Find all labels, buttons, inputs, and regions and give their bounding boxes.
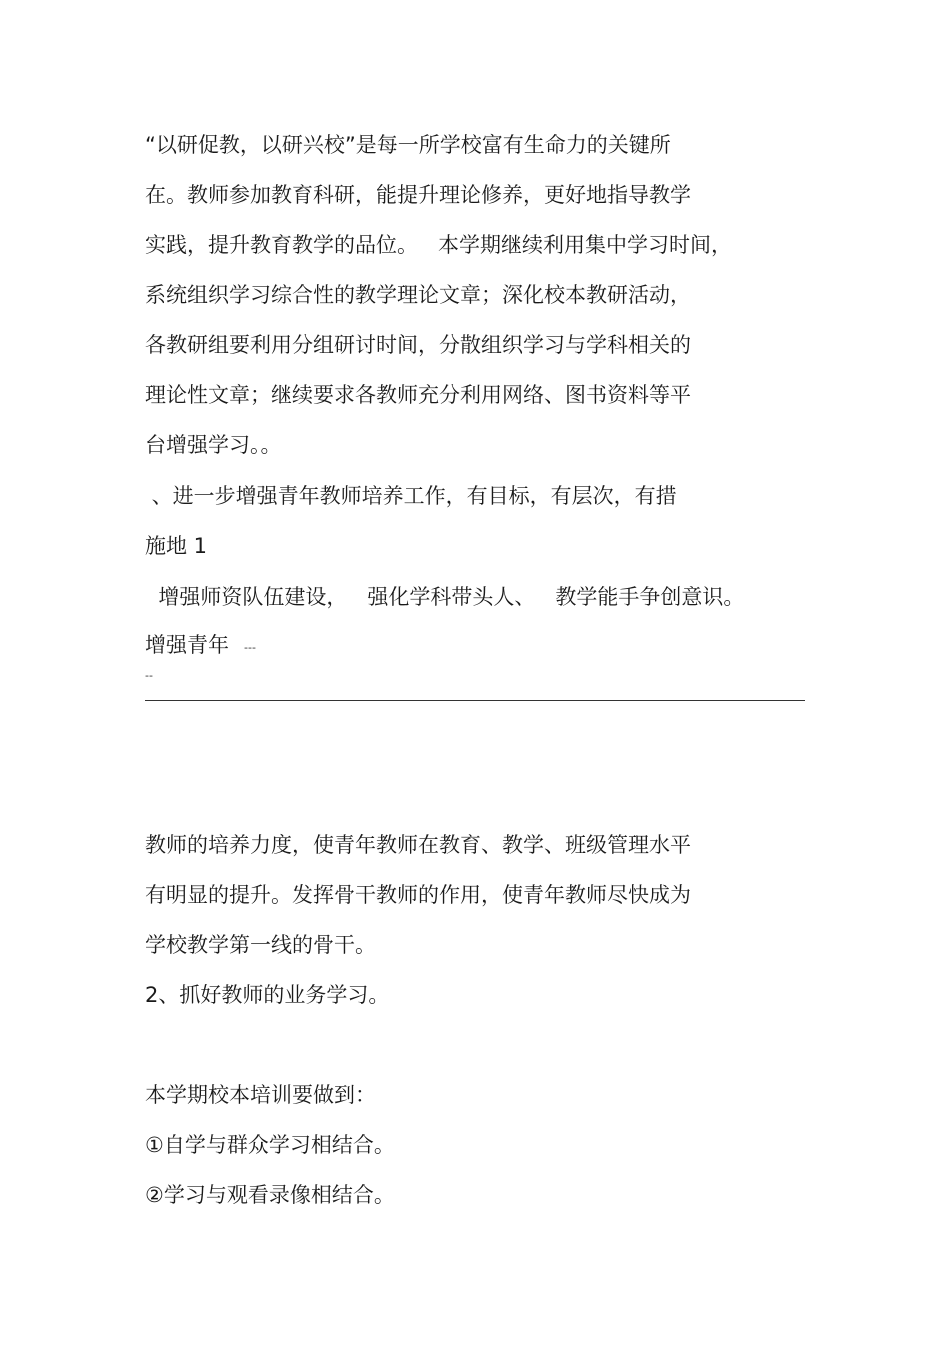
paragraph-line: 台增强学习。。 xyxy=(145,433,282,457)
paragraph-line: 各教研组要利用分组研讨时间，分散组织学习与学科相关的 xyxy=(145,333,691,357)
paragraph-line: “以研促教，以研兴校”是每一所学校富有生命力的关键所 xyxy=(145,133,671,157)
section-heading-line: 、进一步增强青年教师培养工作，有目标，有层次，有措 xyxy=(145,484,677,508)
paragraph-line: 系统组织学习综合性的教学理论文章；深化校本教研活动， xyxy=(145,283,691,307)
list-item: ①自学与群众学习相结合。 xyxy=(145,1133,395,1157)
list-item: ②学习与观看录像相结合。 xyxy=(145,1183,395,1207)
paragraph-line: 增强师资队伍建设， 强化学科带头人、 教学能手争创意识。 xyxy=(145,585,745,609)
section-heading-line: 2、抓好教师的业务学习。 xyxy=(145,983,390,1007)
paragraph-line: 学校教学第一线的骨干。 xyxy=(145,933,376,957)
page-divider xyxy=(145,700,805,701)
dash-mark: -- xyxy=(145,669,153,682)
paragraph-line: 有明显的提升。发挥骨干教师的作用，使青年教师尽快成为 xyxy=(145,883,691,907)
paragraph-line: 实践，提升教育教学的品位。 本学期继续利用集中学习时间， xyxy=(145,233,733,257)
section-heading-line: 施地 1 xyxy=(145,534,208,558)
paragraph-line: 增强青年 xyxy=(145,633,229,657)
paragraph-line: 本学期校本培训要做到： xyxy=(145,1083,376,1107)
paragraph-line: 教师的培养力度，使青年教师在教育、教学、班级管理水平 xyxy=(145,833,691,857)
dash-mark: --- xyxy=(244,641,256,654)
paragraph-line: 理论性文章；继续要求各教师充分利用网络、图书资料等平 xyxy=(145,383,691,407)
paragraph-line: 在。教师参加教育科研，能提升理论修养，更好地指导教学 xyxy=(145,183,691,207)
